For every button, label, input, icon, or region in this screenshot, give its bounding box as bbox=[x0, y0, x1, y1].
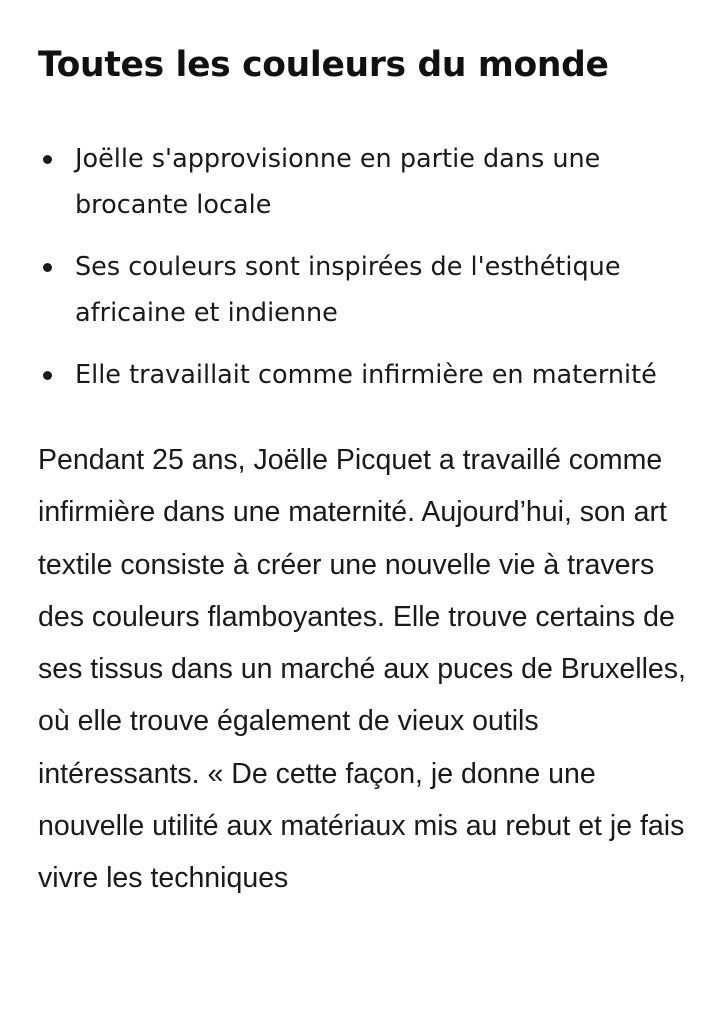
bullet-dot-icon bbox=[43, 263, 52, 272]
key-point-text: Joëlle s'approvisionne en partie dans une brocante locale bbox=[75, 144, 601, 220]
key-point-item bbox=[38, 136, 688, 228]
key-point-item bbox=[38, 352, 688, 398]
key-point-text: Elle travaillait comme infirmière en maternité bbox=[75, 360, 657, 390]
bullet-dot-icon bbox=[43, 155, 52, 164]
article-title: Toutes les couleurs du monde bbox=[38, 45, 609, 85]
bullet-dot-icon bbox=[43, 371, 52, 380]
key-points-list bbox=[38, 136, 688, 398]
article-body-paragraph: Pendant 25 ans, Joëlle Picquet a travaillé comme infirmière dans une maternité. Aujourd’hui, son art textile consiste à créer une nouvelle vie à travers des couleurs flamboyantes. Elle trouve certains de ses tissus dans un marché aux puces de Bruxelles, où elle trouve également de vieux outils intéressants. « De cette façon, je donne une nouvelle utilité aux matériaux mis au rebut et je fais vivre les techniques bbox=[38, 444, 686, 895]
article bbox=[38, 0, 688, 905]
key-point-item bbox=[38, 244, 688, 336]
key-point-text: Ses couleurs sont inspirées de l'esthétique africaine et indienne bbox=[75, 252, 621, 328]
